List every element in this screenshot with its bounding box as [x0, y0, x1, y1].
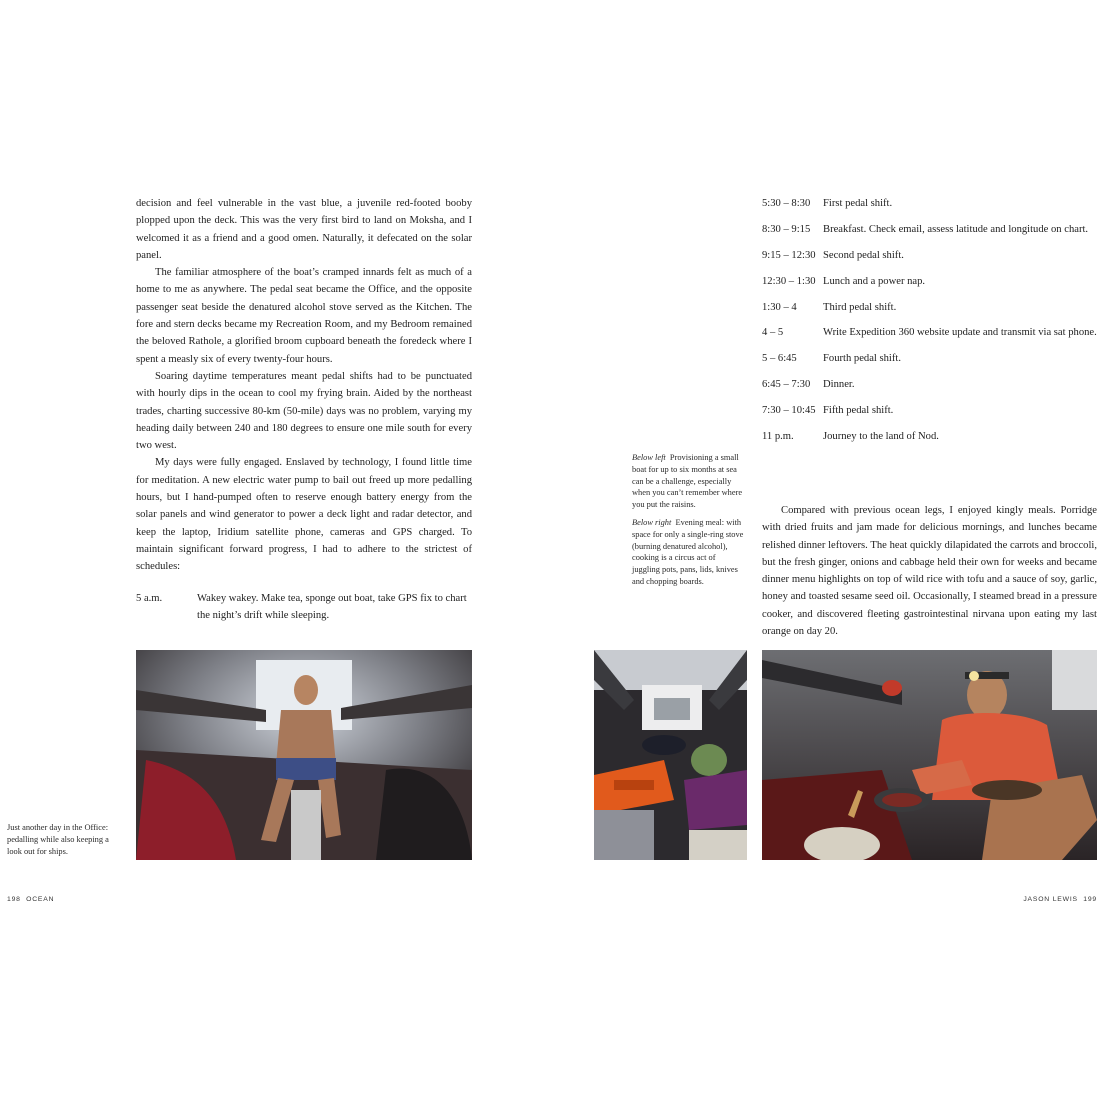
- page-number: 198: [7, 896, 21, 903]
- photo-office-pedalling: [136, 650, 472, 860]
- caption-text: Provisioning a small boat for up to six months at sea can be a challenge, especially when you can’t remember where you put the raisins.: [632, 453, 743, 510]
- schedule-row: [762, 428, 1097, 445]
- section-name: OCEAN: [26, 896, 55, 903]
- paragraph: Compared with previous ocean legs, I enjoyed kingly meals. Porridge with dried fruits and jam made for delicious mornings, and lunches became relished dinner leftovers. The heat quickly dilapidated the carrots and broccoli, but the fresh ginger, onions and cabbage held their own for weeks and became dinner menu highlights on top of wild rice with tofu and a sauce of soy, garlic, honey and toasted sesame seed oil. Occasionally, I steamed bread in a pressure cooker, and discovered fleeting gastrointestinal nirvana upon eating my last orange on day 20.: [762, 505, 1097, 638]
- schedule-row: [762, 402, 1097, 419]
- caption-below-left: [632, 452, 744, 511]
- paragraph: decision and feel vulnerable in the vast blue, a juvenile red-footed booby plopped upon the deck. This was the very first bird to land on Moksha, and I welcomed it as a friend and a good omen. Naturally, it defecated on the solar panel.: [136, 198, 472, 261]
- folio-left: [7, 896, 54, 903]
- schedule-row: [762, 273, 1097, 290]
- photo-evening-meal: [762, 650, 1097, 860]
- schedule-row: [762, 324, 1097, 341]
- schedule-task: Wakey wakey. Make tea, sponge out boat, take GPS fix to chart the night’s drift while sleeping.: [197, 593, 467, 622]
- schedule-row: [762, 247, 1097, 264]
- left-schedule: [136, 590, 472, 625]
- caption-label: Below right: [632, 517, 672, 527]
- schedule-time: 9:15 – 12:30: [762, 249, 816, 261]
- schedule-task: Breakfast. Check email, assess latitude and longitude on chart.: [823, 223, 1089, 235]
- schedule-time: 8:30 – 9:15: [762, 223, 811, 235]
- schedule-time: 5 a.m.: [136, 593, 163, 604]
- schedule-task: Fourth pedal shift.: [823, 353, 901, 365]
- schedule-task: First pedal shift.: [823, 198, 893, 209]
- page-number: 199: [1083, 896, 1097, 903]
- schedule-row: [762, 299, 1097, 316]
- schedule-task: Write Expedition 360 website update and transmit via sat phone.: [823, 327, 1097, 339]
- schedule-task: Journey to the land of Nod.: [823, 431, 939, 443]
- paragraph: My days were fully engaged. Enslaved by technology, I found little time for meditation. A new electric water pump to bail out freed up more pedalling hours, but I hand-pumped often to reserve enough battery energy from the solar panels and wind generator to power a deck light and radar detector, and keep the laptop, Iridium satellite phone, cameras and GPS charged. To maintain significant forward progress, I had to adhere to the strictest of schedules:: [136, 457, 472, 573]
- schedule-row: [762, 195, 1097, 212]
- caption-office: Just another day in the Office: pedalling while also keeping a look out for ships.: [7, 823, 109, 856]
- schedule-time: 5:30 – 8:30: [762, 198, 811, 209]
- schedule-row: [762, 350, 1097, 367]
- schedule-time: 7:30 – 10:45: [762, 405, 816, 417]
- caption-photos-right: [632, 452, 744, 594]
- schedule-task: Third pedal shift.: [823, 301, 897, 313]
- schedule-time: 4 – 5: [762, 327, 784, 339]
- caption-below-right: [632, 517, 744, 588]
- schedule-row: [136, 590, 472, 625]
- left-page-body: [136, 195, 472, 576]
- schedule-time: 5 – 6:45: [762, 353, 797, 365]
- folio-right: [1023, 896, 1097, 903]
- schedule-task: Second pedal shift.: [823, 249, 904, 261]
- photo-provisioning: [594, 650, 747, 860]
- schedule-task: Dinner.: [823, 379, 855, 391]
- schedule-task: Lunch and a power nap.: [823, 275, 926, 287]
- schedule-row: [762, 221, 1097, 238]
- caption-label: Below left: [632, 453, 666, 462]
- right-page-body: [762, 502, 1097, 640]
- schedule-time: 1:30 – 4: [762, 301, 797, 313]
- schedule-time: 11 p.m.: [762, 431, 794, 443]
- paragraph: Soaring daytime temperatures meant pedal shifts had to be punctuated with hourly dips in the ocean to cool my frying brain. Aided by the northeast trades, charting successive 80-km (50-mile) days was no problem, varying my heading daily between 240 and 180 degrees to ensure one mile south for every two west.: [136, 370, 472, 452]
- schedule-task: Fifth pedal shift.: [823, 405, 894, 417]
- schedule-time: 12:30 – 1:30: [762, 275, 816, 287]
- caption-text: Evening meal: with space for only a single-ring stove (burning denatured alcohol), cooking is a circus act of juggling pots, pans, lids, knives and chopping boards.: [632, 517, 744, 586]
- schedule-row: [762, 376, 1097, 393]
- author-name: JASON LEWIS: [1023, 896, 1078, 903]
- paragraph: The familiar atmosphere of the boat’s cramped innards felt as much of a home to me as anywhere. The pedal seat became the Office, and the opposite passenger seat beside the denatured alcohol stove served as the Kitchen. The fore and stern decks became my Recreation Room, and my Bedroom remained the beloved Rathole, a glorified broom cupboard beneath the foredeck where I spent a measly six of every twenty-four hours.: [136, 267, 472, 365]
- schedule-time: 6:45 – 7:30: [762, 379, 811, 391]
- right-schedule: [762, 195, 1097, 454]
